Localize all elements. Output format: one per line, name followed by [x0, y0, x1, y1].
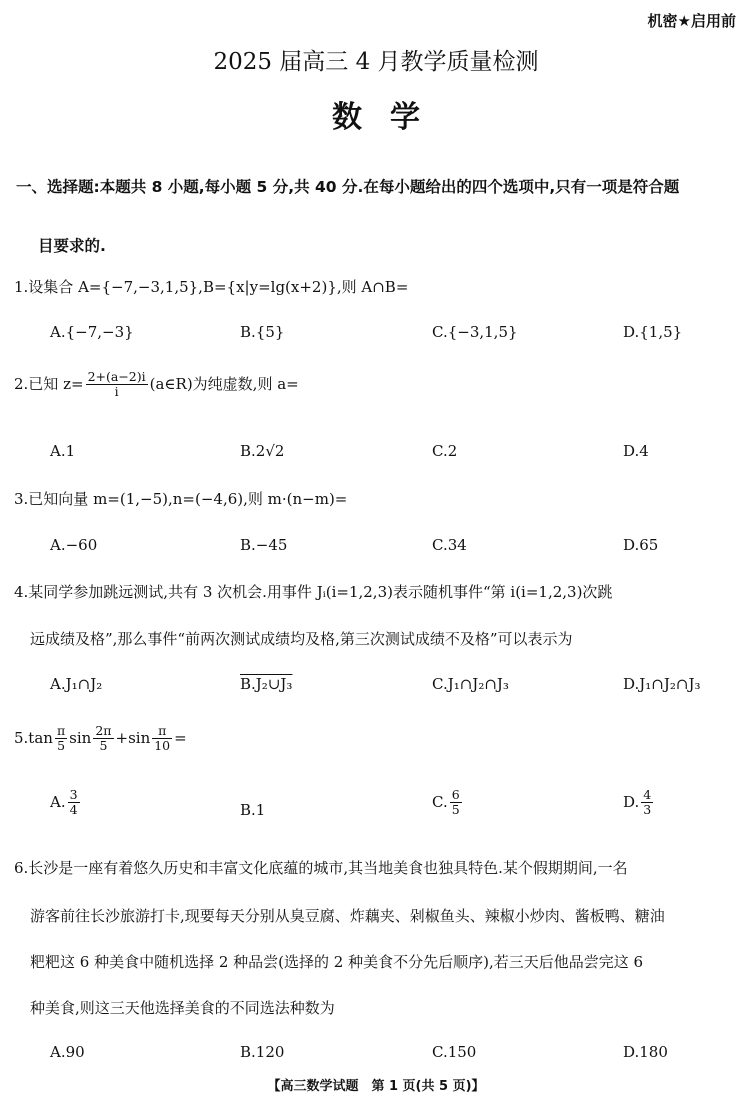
- q5-d-num: 4: [643, 787, 652, 802]
- section-heading: 一、选择题:本题共 8 小题,每小题 5 分,共 40 分.在每小题给出的四个选项中,只有一项是符合题: [16, 178, 680, 196]
- q6-option-c: C.150: [432, 1043, 477, 1061]
- question-6-line-1: 6.长沙是一座有着悠久历史和丰富文化底蕴的城市,其当地美食也独具特色.某个假期期间,一名: [14, 859, 628, 877]
- q5-plus-sin: +sin: [115, 728, 151, 747]
- q6-option-a: A.90: [50, 1043, 85, 1061]
- q5-f3-den: 10: [154, 738, 171, 754]
- confidential-label: 机密★启用前: [647, 12, 736, 30]
- question-6-line-3: 粑粑这 6 种美食中随机选择 2 种品尝(选择的 2 种美食不分先后顺序),若三天后他品尝完这 6: [30, 953, 644, 971]
- q5-option-d: [623, 788, 655, 818]
- q1-option-c: C.{−3,1,5}: [432, 323, 518, 341]
- q6-option-b: B.120: [240, 1043, 285, 1061]
- q2-fraction: [86, 370, 148, 400]
- q2-option-b: B.2√2: [240, 442, 285, 460]
- q2-suffix: (a∈R)为纯虚数,则 a=: [149, 374, 299, 393]
- q3-option-d: D.65: [623, 536, 659, 554]
- q1-option-d: D.{1,5}: [623, 323, 683, 341]
- q4-option-b: B.J₂∪J₃: [240, 675, 293, 693]
- exam-title: 2025 届高三 4 月教学质量检测: [213, 49, 539, 75]
- question-2-stem: [14, 370, 299, 400]
- q2-option-a: A.1: [50, 442, 76, 460]
- q5-a-label: A.: [50, 792, 66, 811]
- q5-c-label: C.: [432, 792, 448, 811]
- q2-option-d: D.4: [623, 442, 649, 460]
- question-1-stem: 1.设集合 A={−7,−3,1,5},B={x|y=lg(x+2)},则 A∩B=: [14, 278, 409, 296]
- q5-a-fraction: [68, 788, 80, 818]
- q5-option-c: [432, 788, 464, 818]
- q5-a-num: 3: [69, 787, 78, 802]
- q2-option-c: C.2: [432, 442, 458, 460]
- q5-fraction-1: [55, 724, 67, 754]
- q5-c-fraction: [450, 788, 462, 818]
- q4-option-d: D.J₁∩J₂∩J₃: [623, 675, 701, 693]
- q4-option-a: A.J₁∩J₂: [50, 675, 103, 693]
- q5-f1-den: 5: [57, 738, 66, 754]
- question-5-stem: [14, 724, 187, 754]
- q5-sin: sin: [69, 728, 92, 747]
- q5-f2-den: 5: [99, 738, 108, 754]
- q5-c-den: 5: [451, 802, 460, 818]
- q5-f2-num: 2π: [95, 723, 112, 738]
- q3-option-a: A.−60: [50, 536, 98, 554]
- page-footer: 【高三数学试题 第 1 页(共 5 页)】: [267, 1079, 485, 1094]
- q5-a-den: 4: [69, 802, 78, 818]
- question-4-line-1: 4.某同学参加跳远测试,共有 3 次机会.用事件 Jᵢ(i=1,2,3)表示随机事件“第 i(i=1,2,3)次跳: [14, 583, 613, 601]
- q1-option-b: B.{5}: [240, 323, 285, 341]
- q4-option-c: C.J₁∩J₂∩J₃: [432, 675, 509, 693]
- q5-tan: 5.tan: [14, 728, 53, 747]
- q2-numerator: 2+(a−2)i: [87, 369, 146, 384]
- q5-d-den: 3: [643, 802, 652, 818]
- q1-option-a: A.{−7,−3}: [50, 323, 134, 341]
- q5-option-a: [50, 788, 82, 818]
- question-3-stem: 3.已知向量 m=(1,−5),n=(−4,6),则 m·(n−m)=: [14, 490, 348, 508]
- q5-f3-num: π: [152, 724, 172, 739]
- section-heading-cont: 目要求的.: [38, 237, 106, 255]
- q2-denominator: i: [114, 384, 119, 400]
- q3-option-b: B.−45: [240, 536, 288, 554]
- q5-equals: =: [174, 728, 187, 747]
- q5-c-num: 6: [451, 787, 460, 802]
- q2-prefix: 2.已知 z=: [14, 374, 84, 393]
- question-6-line-4: 种美食,则这三天他选择美食的不同选法种数为: [30, 999, 335, 1017]
- q5-fraction-2: [93, 724, 113, 754]
- q5-option-b: B.1: [240, 801, 266, 819]
- question-4-line-2: 远成绩及格”,那么事件“前两次测试成绩均及格,第三次测试成绩不及格”可以表示为: [30, 630, 573, 648]
- q5-d-label: D.: [623, 792, 640, 811]
- question-6-line-2: 游客前往长沙旅游打卡,现要每天分别从臭豆腐、炸藕夹、剁椒鱼头、辣椒小炒肉、酱板鸭、糖油: [30, 907, 665, 925]
- q3-option-c: C.34: [432, 536, 467, 554]
- subject-title: 数学: [332, 100, 448, 135]
- q6-option-d: D.180: [623, 1043, 668, 1061]
- q5-f1-num: π: [56, 723, 66, 738]
- q5-fraction-3: [152, 724, 172, 754]
- q5-d-fraction: [641, 788, 653, 818]
